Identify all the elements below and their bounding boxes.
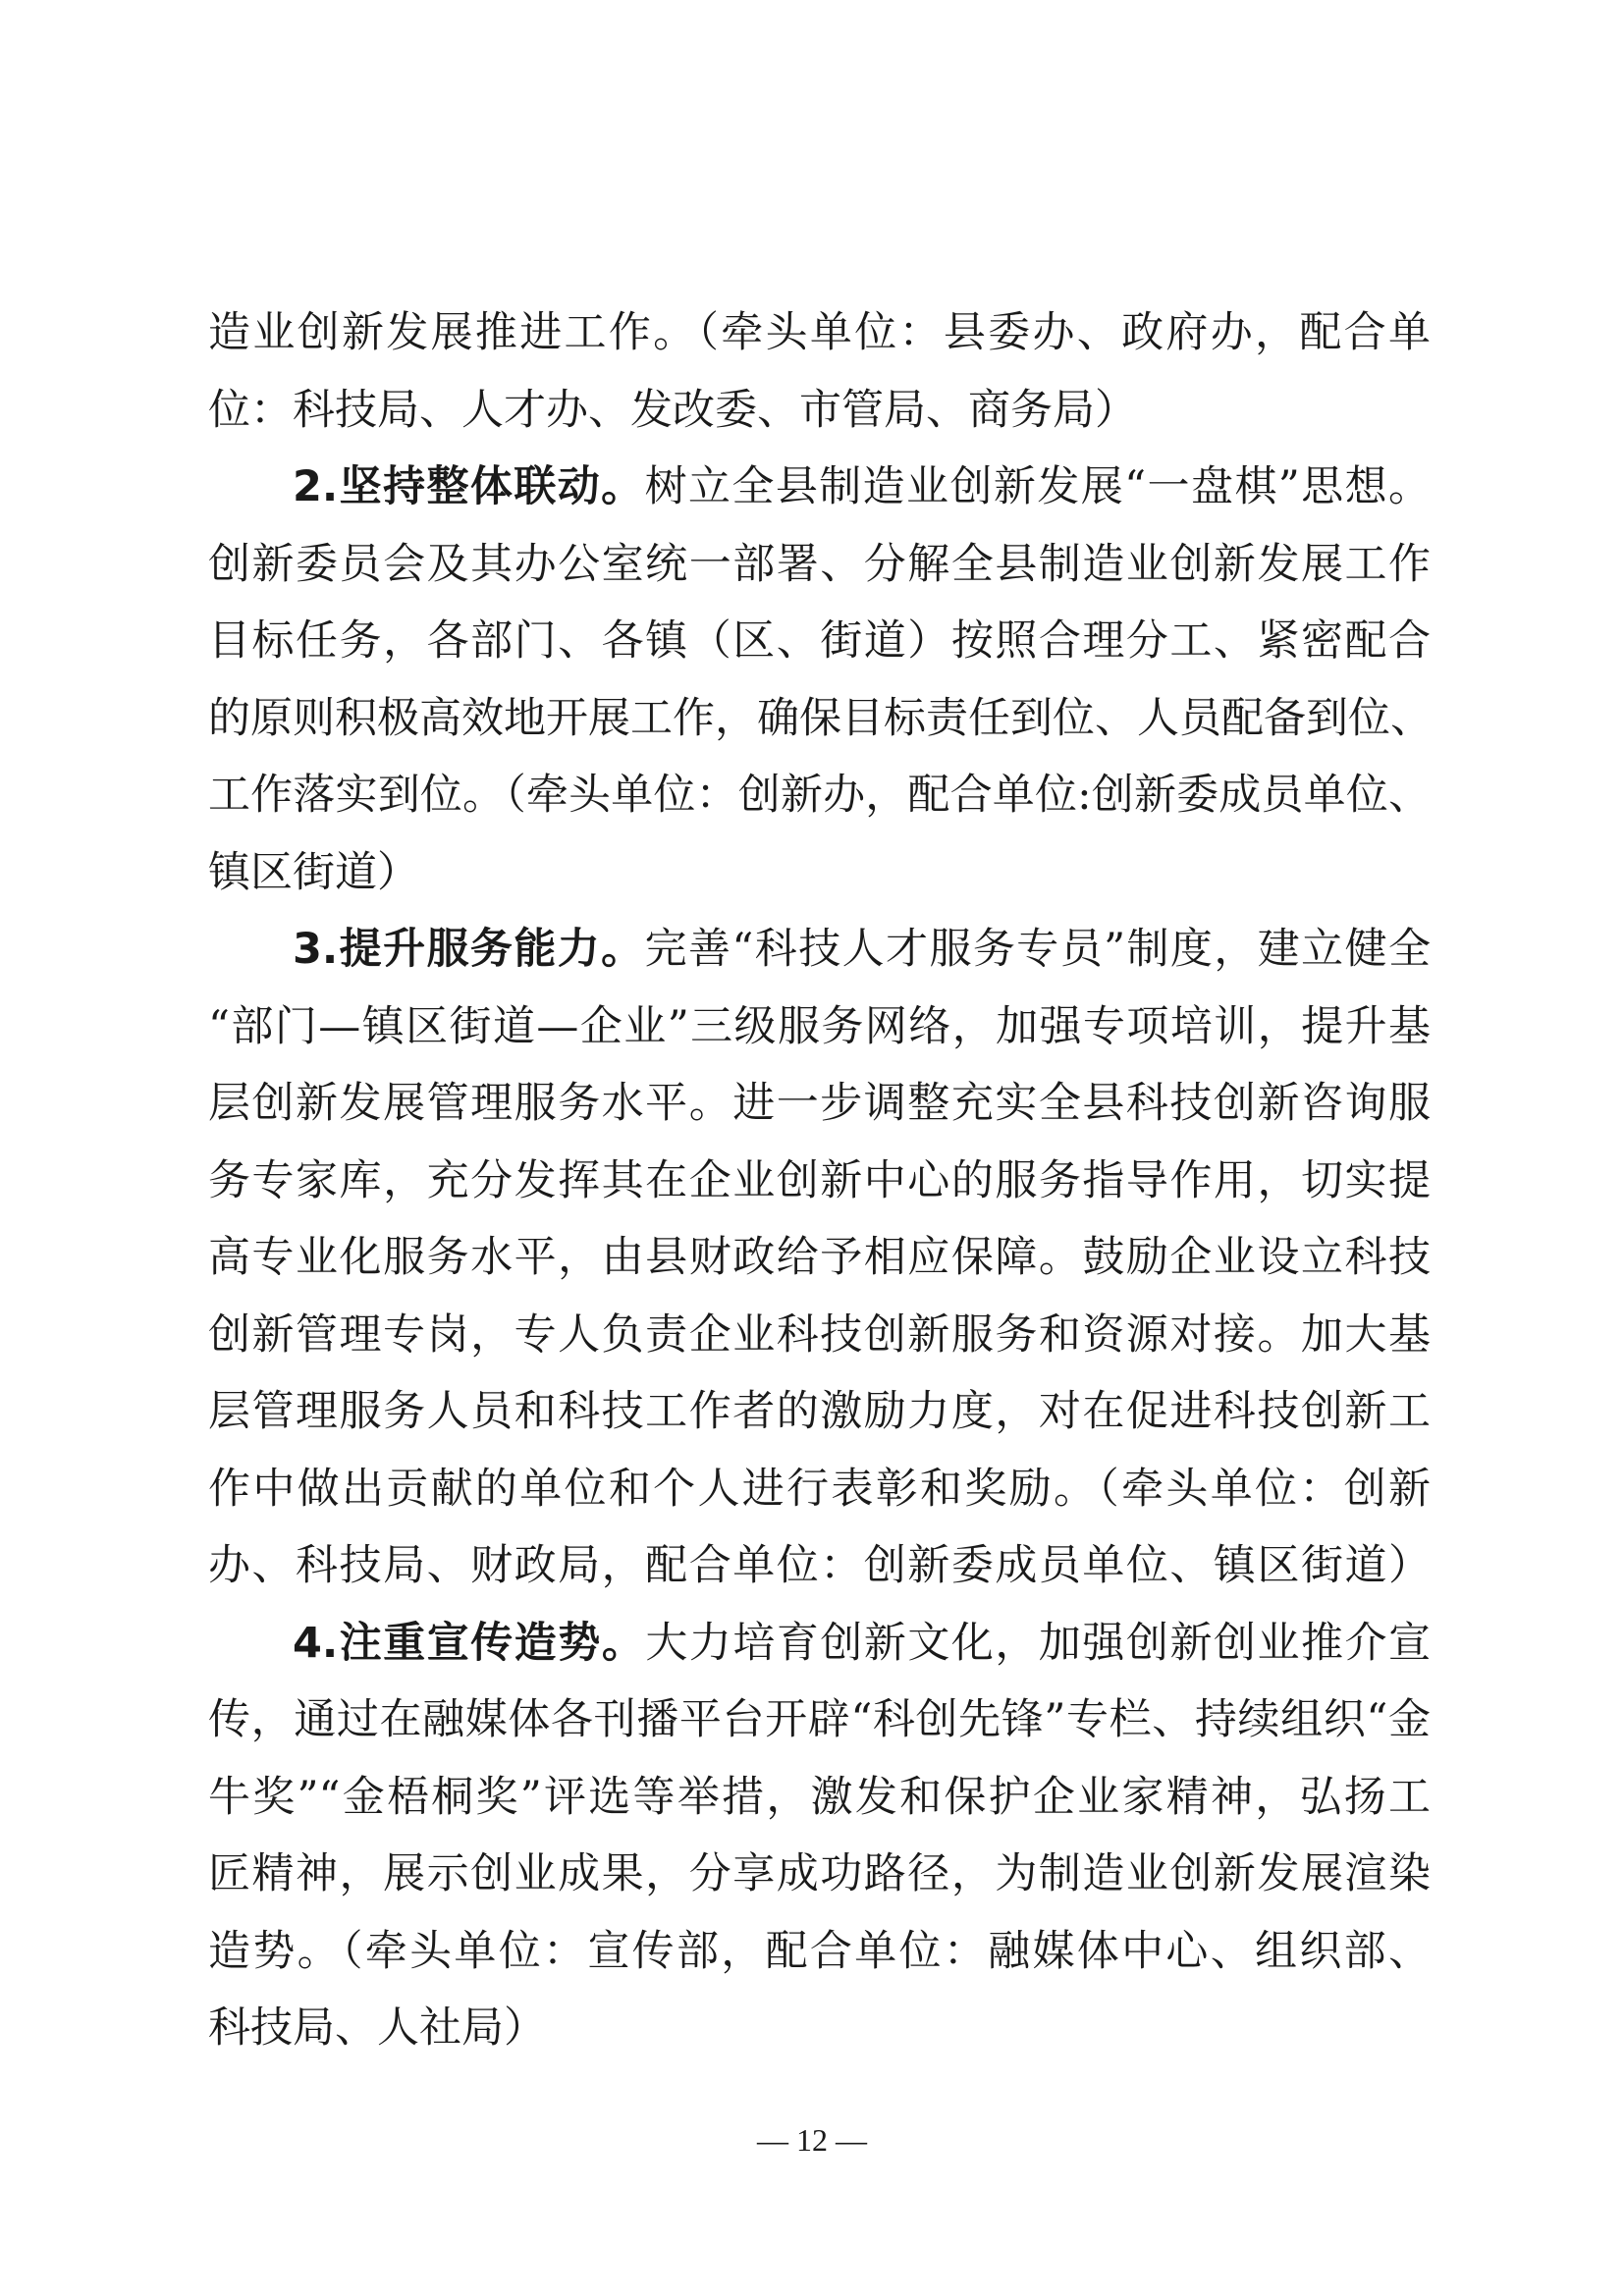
text-line: 目标任务，各部门、各镇（区、街道）按照合理分工、紧密配合 bbox=[208, 616, 1431, 666]
text-line: 办、科技局、财政局，配合单位：创新委成员单位、镇区街道） bbox=[208, 1541, 1431, 1590]
text-line: 科技局、人社局） bbox=[208, 2003, 546, 2053]
text-line: 创新委员会及其办公室统一部署、分解全县制造业创新发展工作 bbox=[208, 539, 1431, 589]
text-line: 牛奖”“金梧桐奖”评选等举措，激发和保护企业家精神，弘扬工 bbox=[208, 1772, 1431, 1822]
text-line: 的原则积极高效地开展工作，确保目标责任到位、人员配备到位、 bbox=[208, 693, 1433, 743]
text-line: 务专家库，充分发挥其在企业创新中心的服务指导作用，切实提 bbox=[208, 1155, 1431, 1205]
text-line: 匠精神，展示创业成果，分享成功路径，为制造业创新发展渲染 bbox=[208, 1849, 1431, 1898]
section-heading: 4.注重宣传造势。 bbox=[293, 1618, 646, 1668]
text-line: 镇区街道） bbox=[208, 847, 419, 897]
section-heading: 3.提升服务能力。 bbox=[293, 925, 645, 974]
section-heading: 2.坚持整体联动。 bbox=[293, 462, 645, 511]
text-line: 工作落实到位。（牵头单位：创新办，配合单位:创新委成员单位、 bbox=[208, 771, 1431, 820]
paragraph-first-line bbox=[208, 911, 1431, 988]
text-line: 层管理服务人员和科技工作者的激励力度，对在促进科技创新工 bbox=[208, 1387, 1431, 1436]
text-span: 树立全县制造业创新发展“一盘棋”思想。 bbox=[644, 462, 1431, 511]
page-number: — 12 — bbox=[757, 2122, 867, 2158]
text-line: 造势。（牵头单位：宣传部，配合单位：融媒体中心、组织部、 bbox=[208, 1926, 1431, 1976]
paragraph-first-line bbox=[208, 1605, 1431, 1682]
text-line: “部门—镇区街道—企业”三级服务网络，加强专项培训，提升基 bbox=[208, 1001, 1431, 1051]
text-line: 作中做出贡献的单位和个人进行表彰和奖励。（牵头单位：创新 bbox=[208, 1464, 1431, 1514]
text-span: 大力培育创新文化，加强创新创业推介宣 bbox=[645, 1618, 1432, 1668]
text-line: 造业创新发展推进工作。（牵头单位：县委办、政府办，配合单 bbox=[208, 308, 1431, 357]
text-line: 高专业化服务水平，由县财政给予相应保障。鼓励企业设立科技 bbox=[208, 1233, 1431, 1282]
text-line: 传，通过在融媒体各刊播平台开辟“科创先锋”专栏、持续组织“金 bbox=[208, 1695, 1431, 1744]
text-line: 位：科技局、人才办、发改委、市管局、商务局） bbox=[208, 385, 1137, 435]
text-line: 创新管理专岗，专人负责企业科技创新服务和资源对接。加大基 bbox=[208, 1309, 1431, 1360]
text-line: 层创新发展管理服务水平。进一步调整充实全县科技创新咨询服 bbox=[208, 1079, 1431, 1128]
text-span: 完善“科技人才服务专员”制度，建立健全 bbox=[644, 925, 1431, 974]
paragraph-first-line bbox=[208, 449, 1431, 526]
document-body bbox=[208, 294, 1431, 2067]
